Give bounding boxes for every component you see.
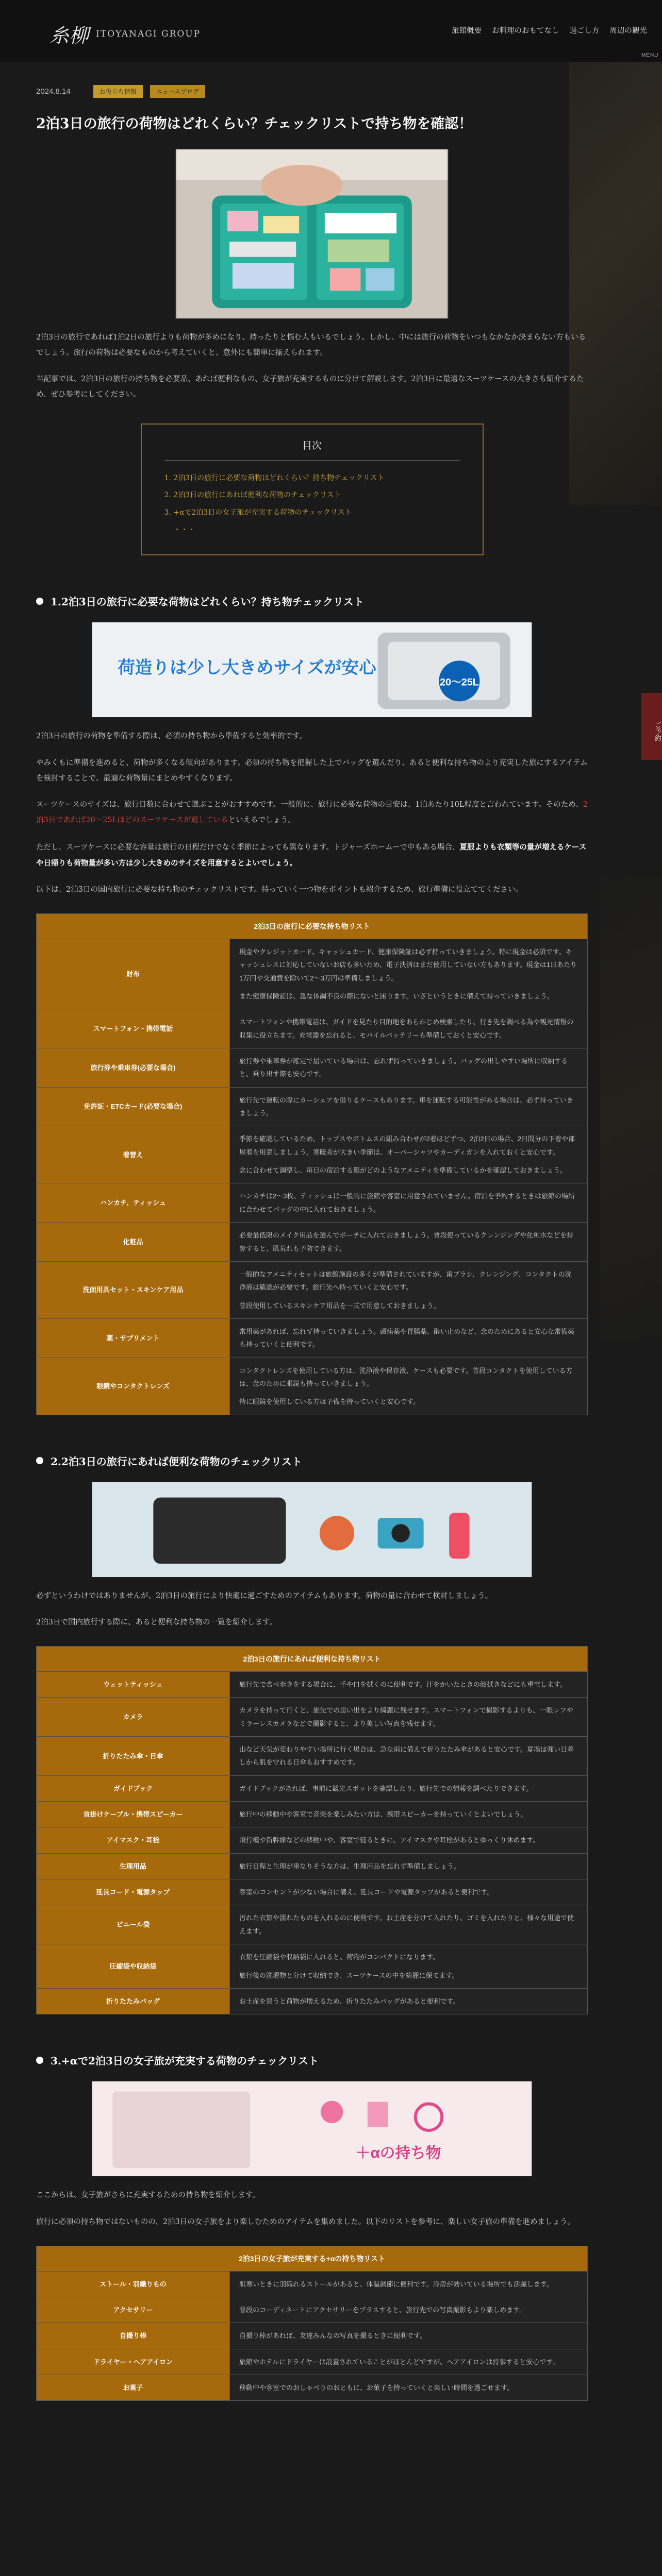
description-line: 旅館やホテルにドライヤーは設置されていることがほとんどですが、ヘアアイロンは持参すると安心です。 <box>239 2358 559 2366</box>
description-line: 一般的なアメニティセットは旅館施設の多くが準備されていますが、歯ブラシ、クレンジング、コンタクトの洗浄液は確認が必要です。旅行先へ持っていくと安心です。 <box>239 1270 572 1292</box>
item-description <box>230 1048 588 1088</box>
table-row <box>37 1672 588 1698</box>
item-name: 免許証・ETCカード(必要な場合) <box>37 1087 230 1126</box>
table-row <box>37 1009 588 1048</box>
table-row <box>37 1126 588 1183</box>
description-line: 衣類を圧縮袋や収納袋に入れると、荷物がコンパクトになります。 <box>239 1953 440 1961</box>
item-name: 折りたたみバッグ <box>37 1988 230 2014</box>
site-header <box>0 0 662 62</box>
table-row <box>37 2271 588 2297</box>
article <box>36 85 588 2401</box>
background-decoration-lower <box>600 876 662 1340</box>
logo-text: ITOYANAGI GROUP <box>96 28 201 39</box>
table-row <box>37 1988 588 2014</box>
banner-title: 荷造りは少し大きめサイズが安心 <box>118 658 376 678</box>
section-3-banner <box>90 2081 534 2177</box>
item-description <box>230 1087 588 1126</box>
section-1-banner <box>90 622 534 718</box>
description-line: 念に合わせて調整し、毎日の宿泊する館がどのようなアメニティを準備しているかを確認しておきましょう。 <box>239 1166 567 1175</box>
item-name: ドライヤー・ヘアアイロン <box>37 2349 230 2375</box>
toc-divider <box>164 460 460 461</box>
paragraph-3-start: スーツケースのサイズは、旅行日数に合わせて選ぶことがおすすめです。一般的に、旅行に必要な荷物の目安は、1泊あたり10L程度と言われています。そのため、 <box>36 801 583 809</box>
paragraph-3-end: といえるでしょう。 <box>228 816 295 825</box>
toc-item-2[interactable]: 2. 2泊3日の旅行にあれば便利な荷物のチェックリスト <box>164 491 341 500</box>
item-description <box>230 1223 588 1262</box>
nav-item-overview[interactable]: 旅館概要 <box>452 27 482 35</box>
description-line: 移動中や客室でのおしゃべりのおともに、お菓子を持っていくと楽しい時間を過ごせます。 <box>239 2384 514 2392</box>
item-description <box>230 2271 588 2297</box>
table-row <box>37 1183 588 1223</box>
toc-more[interactable]: ・・・ <box>173 526 195 534</box>
item-name: 圧縮袋や収納袋 <box>37 1944 230 1989</box>
table-row <box>37 2297 588 2323</box>
table-row <box>37 1048 588 1088</box>
item-description <box>230 2375 588 2401</box>
description-line: 客室のコンセントが少ない場合に備え、延長コードや電源タップがあると便利です。 <box>239 1888 494 1896</box>
table-caption: 2泊3日の旅行に必要な持ち物リスト <box>37 914 588 939</box>
item-description <box>230 1988 588 2014</box>
post-meta <box>36 85 588 98</box>
nav-item-stay[interactable]: 過ごし方 <box>569 27 600 35</box>
toc-item-1[interactable]: 1. 2泊3日の旅行に必要な荷物はどれくらい？持ち物チェックリスト <box>164 473 385 482</box>
item-name: カメラ <box>37 1698 230 1737</box>
item-description <box>230 1775 588 1801</box>
section-heading-1: 1.2泊3日の旅行に必要な荷物はどれくらい？持ち物チェックリスト <box>36 594 588 608</box>
item-name: 折りたたみ傘・日傘 <box>37 1737 230 1776</box>
item-name: ガイドブック <box>37 1775 230 1801</box>
item-name: 化粧品 <box>37 1223 230 1262</box>
description-line: 旅行後の洗濯物と分けて収納でき、スーツケースの中を綺麗に保てます。 <box>239 1971 459 1979</box>
item-description <box>230 2323 588 2349</box>
description-line: 旅行日程と生理が重なりそうな方は、生理用品を忘れず準備しましょう。 <box>239 1862 461 1870</box>
section-1-paragraph-1: 2泊3日の旅行の荷物を準備する際は、必須の持ち物から準備すると効率的です。 <box>36 732 307 741</box>
intro-paragraph-2: 当記事では、2泊3日の旅行の持ち物を必要品、あれば便利なもの、女子旅が充実するものに分けて解説します。2泊3日に最適なスーツケースの大きさも紹介するため、ぜひ参考にしてください。 <box>36 375 584 399</box>
table-row <box>37 1905 588 1944</box>
description-line: 普段のコーディネートにアクセサリーをプラスすると、旅行先での写真撮影もより楽しめます。 <box>239 2306 526 2314</box>
table-row <box>37 1737 588 1776</box>
section-1-paragraph-3 <box>36 798 588 828</box>
table-row <box>37 1223 588 1262</box>
nav-item-cuisine[interactable]: お料理のおもてなし <box>492 27 559 35</box>
banner-badge: 20～25L <box>439 676 479 688</box>
post-title: 2泊3日の旅行の荷物はどれくらい？チェックリストで持ち物を確認！ <box>36 116 473 132</box>
table-of-contents <box>141 423 484 555</box>
item-description <box>230 2297 588 2323</box>
description-line: カメラを持って行くと、旅先での思い出をより綺麗に残せます。スマートフォンで撮影するよりも、一眼レフやミラーレスカメラなどで撮影すると、より美しい写真を残せます。 <box>239 1706 573 1727</box>
section-2-banner <box>90 1482 534 1578</box>
description-line: 現金やクレジットカード、キャッシュカード、健康保険証は必ず持っていきましょう。特に現金は必須です。キャッシュレスに対応していないお店も多いため、電子決済はまだ使用していない方もあります。現金は1日あたり1万円や交通費を除いて2～3万円は準備しましょう。 <box>239 948 577 982</box>
table-body <box>37 2271 588 2401</box>
item-description <box>230 1905 588 1944</box>
toc-item-3[interactable]: 3. +αで2泊3日の女子旅が充実する荷物のチェックリスト <box>164 509 352 517</box>
table-row <box>37 2375 588 2401</box>
item-name: 洗面用具セット・スキンケア用品 <box>37 1261 230 1318</box>
item-name: 自撮り棒 <box>37 2323 230 2349</box>
table-caption: 2泊3日の女子旅が充実する+αの持ち物リスト <box>37 2246 588 2271</box>
description-line: 旅行先で食べ歩きをする場合に、手や口を拭くのに便利です。汗をかいたときの顔拭きなどにも重宝します。 <box>239 1681 567 1689</box>
intro-paragraph-1: 2泊3日の旅行であれば1泊2日の旅行よりも荷物が多めになり、持ったりと悩む人もいるでしょう。しかし、中には旅行の荷物をいつもなかなか決まらない方もいるでしょう。旅行の荷物は必要なものから考えていくと、意外にも簡単に揃えられます。 <box>36 333 586 357</box>
table-row <box>37 1318 588 1358</box>
item-name: 生理用品 <box>37 1853 230 1879</box>
table-row <box>37 1087 588 1126</box>
tag-useful-info[interactable]: お役立ち情報 <box>93 85 143 98</box>
description-line: 常用薬があれば、忘れず持っていきましょう。頭痛薬や胃腸薬、酔い止めなど、念のためにあると安心な常備薬も持っていくと便利です。 <box>239 1327 575 1349</box>
description-line: お土産を買うと荷物が増えるため、折りたたみバッグがあると便利です。 <box>239 1997 460 2005</box>
tag-news-blog[interactable]: ニュースブログ <box>150 85 205 98</box>
section-heading-2: 2.2泊3日の旅行にあれば便利な荷物のチェックリスト <box>36 1453 588 1468</box>
section-3-paragraph-1: ここからは、女子旅がさらに充実するための持ち物を紹介します。 <box>36 2191 260 2200</box>
item-name: 延長コード・電源タップ <box>37 1879 230 1905</box>
item-name: 財布 <box>37 939 230 1009</box>
item-name: アイマスク・耳栓 <box>37 1827 230 1853</box>
extra-items-table <box>36 2246 588 2401</box>
description-line: 旅行中の移動中や客室で音楽を楽しみたい方は、携帯スピーカーを持っていくとよいでしょう。 <box>239 1810 527 1819</box>
table-row <box>37 1944 588 1989</box>
item-description <box>230 1358 588 1415</box>
table-row <box>37 1827 588 1853</box>
table-row <box>37 1853 588 1879</box>
item-name: ビニール袋 <box>37 1905 230 1944</box>
table-row <box>37 1261 588 1318</box>
bold-note: 夏服よりも衣類等の量が増えるケースや日帰りも荷物量が多い方は少し大きめのサイズを用意するとよいでしょう。 <box>36 842 587 868</box>
description-line: 汚れた衣類や濡れたものを入れるのに便利です。お土産を分けて入れたり、ゴミを入れたりと、様々な用途で使えます。 <box>239 1914 574 1935</box>
site-logo[interactable] <box>49 20 201 48</box>
item-name: 着替え <box>37 1126 230 1183</box>
table-caption: 2泊3日の旅行にあれば便利な持ち物リスト <box>37 1647 588 1672</box>
section-2-paragraph-2: 2泊3日で国内旅行する際に、あると便利な持ち物の一覧を紹介します。 <box>36 1618 277 1627</box>
toc-title: 目次 <box>302 439 322 451</box>
table-row <box>37 2349 588 2375</box>
menu-button[interactable]: MENU <box>641 53 659 58</box>
section-1-paragraph-2: やみくもに準備を進めると、荷物が多くなる傾向があります。必須の持ち物を把握した上でバッグを選んだり、あると便利な持ち物のより充実した旅にするアイテムを検討することで、最適な荷物量にまとめやすくなります。 <box>36 758 588 783</box>
item-description <box>230 1261 588 1318</box>
section-1-paragraph-4 <box>36 840 588 871</box>
description-line: 普段使用しているスキンケア用品を一式で用意しておきましょう。 <box>239 1301 440 1310</box>
item-description <box>230 1318 588 1358</box>
section-heading-3: 3.+αで2泊3日の女子旅が充実する荷物のチェックリスト <box>36 2053 588 2067</box>
description-line: 旅行先で運転の際にカーシェアを借りるケースもあります。車を運転する可能性がある場合は、必ず持っていきましょう。 <box>239 1096 573 1117</box>
description-line: 旅行券や乗車券が確定で届いている場合は、忘れず持っていきましょう。バッグの出しやすい場所に収納すると、乗り出す際も安心です。 <box>239 1057 568 1078</box>
logo-mark: 糸柳 <box>49 24 89 47</box>
section-1-paragraph-5: 以下は、2泊3日の国内旅行に必要な持ち物のチェックリストです。持っていく一つ物をポイントも紹介するため、旅行準備に役立ててください。 <box>36 886 523 894</box>
description-line: コンタクトレンズを使用している方は、洗浄液や保存液、ケースも必要です。普段コンタクトを使用している方は、念のために眼鏡も持っていきましょう。 <box>239 1366 573 1387</box>
highlight-size-note: 2泊3日であれば20～25Lほどのスーツケースが適している <box>36 801 588 825</box>
item-name: 旅行券や乗車券(必要な場合) <box>37 1048 230 1088</box>
table-row <box>37 939 588 1009</box>
item-name: お菓子 <box>37 2375 230 2401</box>
required-items-table <box>36 913 588 1415</box>
table-row <box>37 1358 588 1415</box>
table-row <box>37 1879 588 1905</box>
description-line: ハンカチは2～3枚、ティッシュは一般的に旅館や客室に用意されていません。宿泊を予約するときは旅館の場所に合わせてバッグの中に入れておきましょう。 <box>239 1192 575 1213</box>
item-description <box>230 1853 588 1879</box>
item-description <box>230 1126 588 1183</box>
description-line: 特に眼鏡を使用している方は予備を持っていくと安心です。 <box>239 1398 420 1406</box>
nav-item-sightseeing[interactable]: 周辺の観光 <box>609 27 647 35</box>
table-row <box>37 1802 588 1827</box>
useful-items-table <box>36 1646 588 2014</box>
description-line: 季節を確認しているため、トップスやボトムスの組み合わせが2着ほどずつ、2泊2日の場合、2日間分の下着や部屋着を用意しましょう。寒暖差が大きい季節は、オーバーシャツやカーディガンを入れておくと安心です。 <box>239 1135 575 1156</box>
table-body <box>37 939 588 1415</box>
banner-title: ＋αの持ち物 <box>355 2144 441 2162</box>
table-row <box>37 1775 588 1801</box>
description-line: また健康保険証は、急な体調不良の際にないと困ります。いざというときに備えて持っていきましょう。 <box>239 992 554 1001</box>
table-row <box>37 1698 588 1737</box>
main-nav <box>452 25 647 36</box>
item-description <box>230 1183 588 1223</box>
description-line: 飛行機や新幹線などの移動中や、客室で寝るときに、アイマスクや耳栓があるとゆっくり休めます。 <box>239 1836 540 1844</box>
section-2-paragraph-1: 必ずというわけではありませんが、2泊3日の旅行により快適に過ごすためのアイテムもあります。荷物の量に合わせて検討しましょう。 <box>36 1591 493 1600</box>
paragraph-4-start: ただし、スーツケースに必要な容量は旅行の日程だけでなく季節によっても異なります。トジャーズホームーで中もある場合、 <box>36 843 460 852</box>
item-description <box>230 1737 588 1776</box>
reservation-side-button[interactable]: ご予約 <box>641 693 662 760</box>
item-description <box>230 2349 588 2375</box>
item-name: ハンカチ、ティッシュ <box>37 1183 230 1223</box>
item-description <box>230 1802 588 1827</box>
item-name: ウェットティッシュ <box>37 1672 230 1698</box>
item-description <box>230 1944 588 1989</box>
section-3-paragraph-2: 旅行に必須の持ち物ではないものの、2泊3日の女子旅をより楽しむためのアイテムを集めました。以下のリストを参考に、楽しい女子旅の準備を進めましょう。 <box>36 2217 575 2226</box>
description-line: ガイドブックがあれば、事前に観光スポットを確認したり、旅行先での情報を調べたりできます。 <box>239 1784 533 1792</box>
table-body <box>37 1672 588 2014</box>
item-name: 首掛けケーブル・携帯スピーカー <box>37 1802 230 1827</box>
item-name: 薬・サプリメント <box>37 1318 230 1358</box>
item-description <box>230 1827 588 1853</box>
item-description <box>230 1879 588 1905</box>
item-name: アクセサリー <box>37 2297 230 2323</box>
item-description <box>230 1672 588 1698</box>
item-description <box>230 939 588 1009</box>
hero-image <box>175 149 449 319</box>
item-description <box>230 1698 588 1737</box>
description-line: 肌寒いときに羽織れるストールがあると、体温調節に便利です。冷房が効いている場所でも活躍します。 <box>239 2280 553 2288</box>
table-row <box>37 2323 588 2349</box>
item-name: スマートフォン・携帯電話 <box>37 1009 230 1048</box>
item-name: 眼鏡やコンタクトレンズ <box>37 1358 230 1415</box>
post-date: 2024.8.14 <box>36 87 71 96</box>
item-name: ストール・羽織りもの <box>37 2271 230 2297</box>
description-line: 山など天気が変わりやすい場所に行く場合は、急な雨に備えて折りたたみ傘があると安心です。夏場は強い日差しから肌を守れる日傘もおすすめです。 <box>239 1745 574 1767</box>
description-line: 自撮り棒があれば、友達みんなの写真を撮るときに便利です。 <box>239 2332 426 2340</box>
description-line: スマートフォンや携帯電話は、ガイドを見たり目的地をあらかじめ検索したり、行き先を調べる為や観光情報の収集に役立ちます。充電器を忘れると、モバイルバッテリーも準備しておくと安心です。 <box>239 1018 574 1039</box>
description-line: 必要最低限のメイク用品を選んでポーチに入れておきましょう。普段使っているクレンジングや化粧水などを持参すると、肌荒れも予防できます。 <box>239 1231 574 1252</box>
item-description <box>230 1009 588 1048</box>
